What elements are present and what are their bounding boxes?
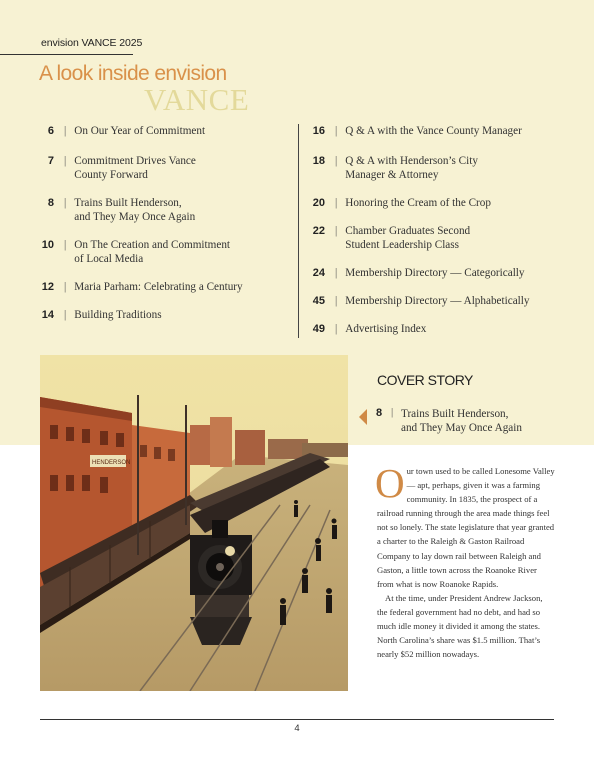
toc-separator: | bbox=[335, 125, 338, 137]
toc-title: Membership Directory — Categorically bbox=[345, 267, 525, 279]
toc-page-number: 49 bbox=[312, 323, 325, 335]
toc-separator: | bbox=[335, 197, 338, 209]
toc-separator: | bbox=[64, 155, 67, 167]
toc-page-number: 22 bbox=[312, 225, 325, 237]
triangle-arrow-icon bbox=[359, 409, 367, 425]
toc-item[interactable] bbox=[311, 154, 478, 182]
toc-title: Maria Parham: Celebrating a Century bbox=[74, 281, 243, 293]
toc-item[interactable] bbox=[311, 196, 491, 210]
cover-story-heading: COVER STORY bbox=[377, 372, 473, 388]
toc-separator: | bbox=[335, 295, 338, 307]
toc-title: Membership Directory — Alphabetically bbox=[345, 295, 530, 307]
toc-page-number: 24 bbox=[312, 267, 325, 279]
toc-page-number: 16 bbox=[312, 125, 325, 137]
toc-item[interactable] bbox=[311, 124, 522, 138]
cover-story-title[interactable]: Trains Built Henderson, and They May Once Again bbox=[401, 408, 522, 434]
toc-title: On Our Year of Commitment bbox=[74, 125, 206, 137]
article-paragraph-1: ur town used to be called Lonesome Valley — apt, perhaps, given it was a farming community. In 1835, the prospect of a railroad running through the area made things feel not so lonely. The state legislature that year granted a charter to the Raleigh & Gaston Railroad Company to lay down rail between Raleigh and Gaston, a little town across the Roanoke River from what is now Roanoke Rapids. bbox=[377, 466, 555, 589]
toc-item[interactable] bbox=[40, 238, 230, 266]
toc-title: Chamber Graduates Second Student Leadership Class bbox=[345, 225, 471, 251]
toc-page-number: 7 bbox=[47, 155, 54, 167]
drop-cap: O bbox=[375, 460, 405, 506]
toc-item[interactable] bbox=[311, 266, 525, 280]
toc-item[interactable] bbox=[40, 154, 196, 182]
page-number: 4 bbox=[294, 723, 300, 734]
toc-title: Q & A with the Vance County Manager bbox=[345, 125, 522, 137]
toc-title: Commitment Drives Vance County Forward bbox=[74, 155, 196, 181]
toc-item[interactable] bbox=[311, 294, 529, 308]
toc-title: On The Creation and Commitment of Local Media bbox=[74, 239, 231, 265]
article-body bbox=[375, 460, 555, 661]
toc-item[interactable] bbox=[311, 224, 470, 252]
page-title-line2: VANCE bbox=[144, 82, 250, 117]
toc-separator: | bbox=[64, 309, 67, 321]
toc-item[interactable] bbox=[40, 308, 162, 322]
article-paragraph-2: At the time, under President Andrew Jackson, the federal government had no debt, and had so much idle money it divided it among the states. North Carolina’s share was $1.5 million. That’s nearly $52 million nowadays. bbox=[377, 592, 543, 660]
toc-item[interactable] bbox=[40, 196, 195, 224]
toc-item[interactable] bbox=[311, 322, 426, 336]
toc-page-number: 14 bbox=[41, 309, 54, 321]
store-sign-text: HENDERSON bbox=[92, 460, 131, 466]
footer-rule bbox=[40, 719, 554, 720]
toc-page-number: 12 bbox=[41, 281, 54, 293]
toc-separator: | bbox=[335, 225, 338, 237]
toc-title: Q & A with Henderson’s City Manager & Attorney bbox=[345, 155, 478, 181]
cover-story-separator: | bbox=[391, 406, 394, 418]
toc-page-number: 45 bbox=[312, 295, 325, 307]
page-title-line1: A look inside envision bbox=[39, 62, 227, 85]
toc-separator: | bbox=[64, 125, 67, 137]
toc-page-number: 8 bbox=[47, 197, 54, 209]
cover-photo bbox=[40, 355, 348, 691]
toc-item[interactable] bbox=[40, 124, 205, 138]
magazine-header-label: envision VANCE 2025 bbox=[41, 37, 143, 49]
toc-page-number: 18 bbox=[312, 155, 325, 167]
toc-title: Trains Built Henderson, and They May Once Again bbox=[74, 197, 196, 223]
toc-separator: | bbox=[335, 323, 338, 335]
toc-separator: | bbox=[64, 281, 67, 293]
toc-title: Building Traditions bbox=[74, 309, 162, 321]
toc-title: Advertising Index bbox=[345, 323, 427, 335]
toc-separator: | bbox=[64, 197, 67, 209]
toc-separator: | bbox=[64, 239, 67, 251]
toc-page-number: 10 bbox=[41, 239, 54, 251]
toc-separator: | bbox=[335, 267, 338, 279]
header-rule bbox=[0, 54, 133, 55]
toc-title: Honoring the Cream of the Crop bbox=[345, 197, 491, 209]
toc-separator: | bbox=[335, 155, 338, 167]
toc-right-column bbox=[298, 124, 559, 338]
toc-item[interactable] bbox=[40, 280, 243, 294]
toc-page-number: 20 bbox=[312, 197, 325, 209]
toc-page-number: 6 bbox=[47, 125, 54, 137]
cover-story-page-number[interactable]: 8 bbox=[376, 407, 383, 419]
